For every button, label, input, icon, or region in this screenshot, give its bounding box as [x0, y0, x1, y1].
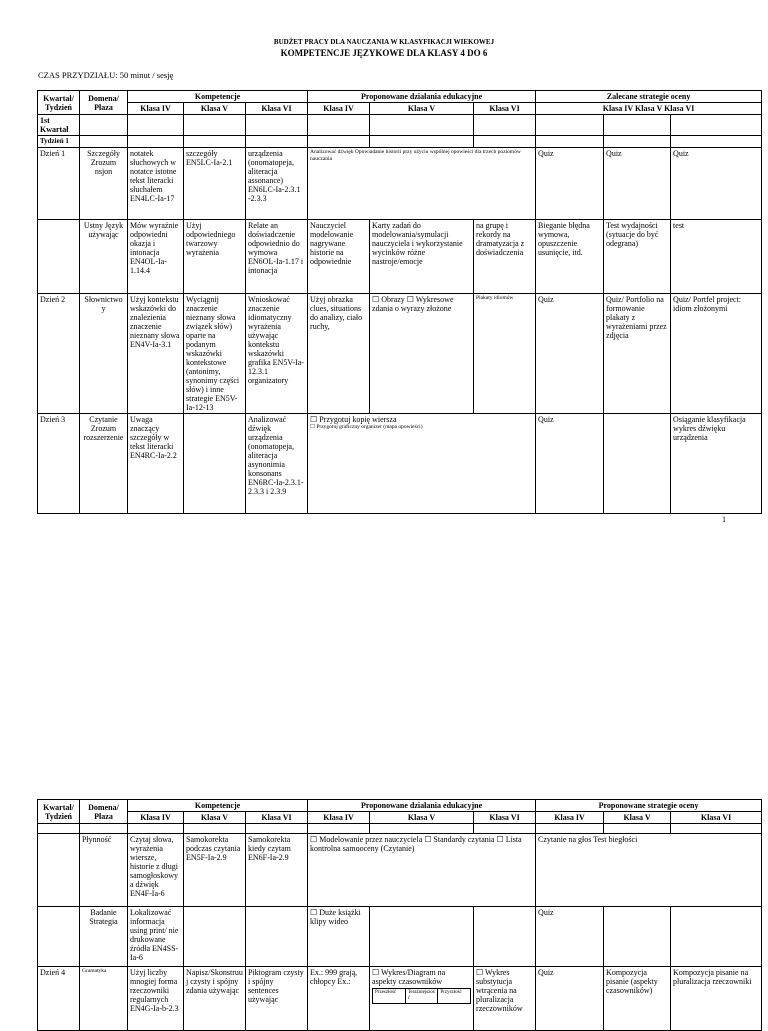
activity-k5: [370, 907, 474, 967]
assessment-k4: Bieganie błędna wymowa, opuszczenie usunięcie, itd.: [536, 220, 604, 294]
competency-k5: Użyj odpowiedniego twarzowy wyrażenia: [184, 220, 246, 294]
activity-k4: Użyj obrazka clues, situations do analizy, ciało ruchy,: [308, 294, 370, 414]
table-row: [38, 967, 762, 1031]
header-competencies: Kompetencje: [128, 800, 308, 812]
day-label: Dzień 2: [38, 294, 80, 414]
header-d6: Klasa VI: [474, 103, 536, 115]
header-row: [38, 91, 762, 103]
table-row: [38, 907, 762, 967]
assessment-k5: Quiz/ Portfolio na formowanie plakaty z wyrażeniami przez zdjęcia: [604, 294, 671, 414]
header-row: [38, 800, 762, 812]
header-quarter: Kwartał/ Tydzień: [38, 800, 80, 824]
mini-table-header: Przyszłość: [438, 989, 471, 1004]
header-k6: Klasa VI: [246, 103, 308, 115]
assessment-k4: Quiz: [536, 148, 604, 220]
header-activities: Proponowane działania edukacyjne: [308, 800, 536, 812]
header-k4: Klasa IV: [128, 103, 184, 115]
assessment-k4: Quiz: [536, 294, 604, 414]
header-quarter: Kwartał/ Tydzień: [38, 91, 80, 115]
activity-shared: Analizować dźwięk Opowiadanie historii przy użyciu wspólnej opowieści dla trzech poziomów nauczania: [308, 148, 536, 220]
assessment-k4: Quiz: [536, 414, 604, 514]
time-allotment: CZAS PRZYDZIAŁU: 50 minut / sesję: [38, 70, 174, 80]
document-subtitle: BUDŻET PRACY DLA NAUCZANIA W KLASYFIKACJI WIEKOWEJ: [273, 38, 495, 46]
activity-k5: [370, 967, 474, 1031]
activity-k4: Nauczyciel modelowanie nagrywane historie na odpowiednie: [308, 220, 370, 294]
competency-k5: Napisz/Skonstruuj czysty i spójny zdania używając: [184, 967, 246, 1031]
competency-k4: Użyj liczby mnogiej forma rzeczowniki regularnych EN4G-Ia-b-2.3: [128, 967, 184, 1031]
header-competencies: Kompetencje: [128, 91, 308, 103]
competency-k6: Piktogram czysty i spójny sentences używając: [246, 967, 308, 1031]
activity-shared: ☐ Modelowanie przez nauczyciela ☐ Standardy czytania ☐ Lista kontrolna samooceny (Czytanie): [308, 834, 536, 907]
competency-k6: Samokorekta kiedy czytam EN6F-Ia-2.9: [246, 834, 308, 907]
header-d4: Klasa IV: [308, 103, 370, 115]
quarter-row: [38, 115, 762, 136]
competency-k5: szczegóły EN5LC-Ia-2.1: [184, 148, 246, 220]
quarter-label: 1st Kwartał: [38, 115, 80, 136]
activity-k6: [474, 907, 536, 967]
assessment-k6: Osiąganie klasyfikacja wykres dźwięku urządzenia: [671, 414, 762, 514]
day-label: [38, 907, 80, 967]
assessment-k6: Kompozycja pisanie na pluralizacja rzeczowniki: [671, 967, 762, 1031]
mini-table-header: Przeszłość: [373, 989, 406, 1004]
subheader-row: [38, 103, 762, 115]
activity-k4: Ex.: 999 grają, chłopcy Ex.:: [308, 967, 370, 1031]
competency-k5: [184, 414, 246, 514]
domain-cell: Ustny Język używając: [80, 220, 128, 294]
competency-k6: Analizować dźwięk urządzenia (onomatopeja, aliteracja asynonimia konsonans EN6RC-Ia-2.3.1-2.3.3 i 2.3.9: [246, 414, 308, 514]
header-k5: Klasa V: [184, 103, 246, 115]
mini-table-header: Teraźniejszość: [405, 989, 438, 1004]
domain-cell: Badanie Strategia: [80, 907, 128, 967]
competency-k6: urządzenia (onomatopeja, aliteracja assonance) EN6LC-Ia-2.3.1 -2.3.3: [246, 148, 308, 220]
domain-cell: Płynność: [80, 834, 128, 907]
header-assessment: Proponowane strategie oceny: [536, 800, 762, 812]
assessment-k4: Quiz: [536, 967, 604, 1031]
domain-cell: Gramatyka: [80, 967, 128, 1031]
spacer-row: [38, 824, 762, 834]
activity-k5: ☐ Obrazy ☐ Wykresowe zdania o wyrazy złożone: [370, 294, 474, 414]
header-domain: Domena/ Płaza: [80, 800, 128, 824]
activity-k5: Karty zadań do modelowania/symulacji nauczyciela i wykorzystanie wycinków różne nastroje/emocje: [370, 220, 474, 294]
table-row: [38, 220, 762, 294]
assessment-k5: Kompozycja pisanie (aspekty czasowników): [604, 967, 671, 1031]
header-s-all: Klasa IV Klasa V Klasa VI: [536, 103, 762, 115]
curriculum-table-2: [37, 799, 762, 1031]
activity-k6: ☐ Wykres substytucja wtrącenia na pluralizacja rzeczowników: [474, 967, 536, 1031]
subheader-row: [38, 812, 762, 824]
competency-k4: Mów wyraźnie odpowiedni okazja i intonacja EN4OL-Ia-1.14.4: [128, 220, 184, 294]
competency-k4: Użyj kontekstu wskazówki do znalezienia znaczenie nieznany słowa EN4V-Ia-3.1: [128, 294, 184, 414]
week-row: [38, 136, 762, 148]
header-k4: Klasa IV: [128, 812, 184, 824]
assessment-shared: Czytanie na głos Test biegłości: [536, 834, 762, 907]
activity-item: ☐ Przygotuj kopię wiersza: [310, 415, 397, 424]
day-label: Dzień 3: [38, 414, 80, 514]
assessment-k5: Test wydajności (sytuacje do być odegrana): [604, 220, 671, 294]
header-d4: Klasa IV: [308, 812, 370, 824]
activity-text: ☐ Wykres/Diagram na aspekty czasowników: [372, 968, 446, 986]
header-domain: Domena/ Płaza: [80, 91, 128, 115]
competency-k6: Wnioskować znaczenie idiomatyczny wyrażenia używając kontekstu wskazówki grafika EN5V-Ia-12.3.1 organizatory: [246, 294, 308, 414]
curriculum-table-1: [37, 90, 762, 514]
activity-k6: na grupę i rekordy na dramatyzacja z doświadczenia: [474, 220, 536, 294]
header-d5: Klasa V: [370, 812, 474, 824]
header-d5: Klasa V: [370, 103, 474, 115]
table-row: [38, 148, 762, 220]
domain-cell: Czytanie Zrozum rozszerzenie: [80, 414, 128, 514]
assessment-k5: Quiz: [604, 148, 671, 220]
day-label: [38, 220, 80, 294]
competency-k4: Lokalizować informacja using print/ nie drukowane źródła EN4SS-Ia-6: [128, 907, 184, 967]
day-label: Dzień 1: [38, 148, 80, 220]
table-row: [38, 834, 762, 907]
page-number: 1: [722, 515, 726, 524]
assessment-k4: Quiz: [536, 907, 604, 967]
header-d6: Klasa VI: [474, 812, 536, 824]
activity-shared: [308, 414, 536, 514]
week-label: Tydzień 1: [38, 136, 80, 148]
competency-k4: Czytaj słowa, wyrażenia wiersze, historie z długi samogłoskowy a dźwięk EN4F-Ia-6: [128, 834, 184, 907]
table-row: [38, 294, 762, 414]
assessment-k5: [604, 414, 671, 514]
competency-k5: Samokorekta podczas czytania EN5F-Ia-2.9: [184, 834, 246, 907]
header-assessment: Zalecane strategie oceny: [536, 91, 762, 103]
document-title: KOMPETENCJE JĘZYKOWE DLA KLASY 4 DO 6: [280, 48, 488, 58]
day-label: [38, 834, 80, 907]
header-k5: Klasa V: [184, 812, 246, 824]
header-activities: Proponowane działania edukacyjne: [308, 91, 536, 103]
activity-k4: ☐ Duże książki klipy wideo: [308, 907, 370, 967]
competency-k4: notatek słuchowych w notatce istotne tekst literacki słuchałem EN4LC-Ia-17: [128, 148, 184, 220]
competency-k5: Wyciągnij znaczenie nieznany słowa związek słów) oparte na podanym wskazówki kontekstowe (antonimy, synonimy części słów) i inne strategie EN5V-Ia-12-13: [184, 294, 246, 414]
assessment-k6: test: [671, 220, 762, 294]
table-row: [38, 414, 762, 514]
activity-item: ☐ Przygotuj graficzny organizer (mapa opowieści): [310, 424, 423, 430]
header-s6: Klasa VI: [671, 812, 762, 824]
assessment-k5: [604, 907, 671, 967]
header-s5: Klasa V: [604, 812, 671, 824]
day-label: Dzień 4: [38, 967, 80, 1031]
domain-cell: Słownictwo y: [80, 294, 128, 414]
domain-cell: Szczegóły Zrozum nsjon: [80, 148, 128, 220]
header-k6: Klasa VI: [246, 812, 308, 824]
assessment-k6: [671, 907, 762, 967]
tense-mini-table: [372, 988, 471, 1004]
assessment-k6: Quiz/ Portfel project: idiom złożonymi: [671, 294, 762, 414]
competency-k5: [184, 907, 246, 967]
competency-k6: Relate an doświadczenie odpowiednio do wymowa EN6OL-Ia-1.17 i intonacja: [246, 220, 308, 294]
activity-k6: Plakaty idiomów: [474, 294, 536, 414]
header-s4: Klasa IV: [536, 812, 604, 824]
competency-k6: [246, 907, 308, 967]
competency-k4: Uwaga znaczący szczegóły w tekst literacki EN4RC-Ia-2.2: [128, 414, 184, 514]
assessment-k6: Quiz: [671, 148, 762, 220]
